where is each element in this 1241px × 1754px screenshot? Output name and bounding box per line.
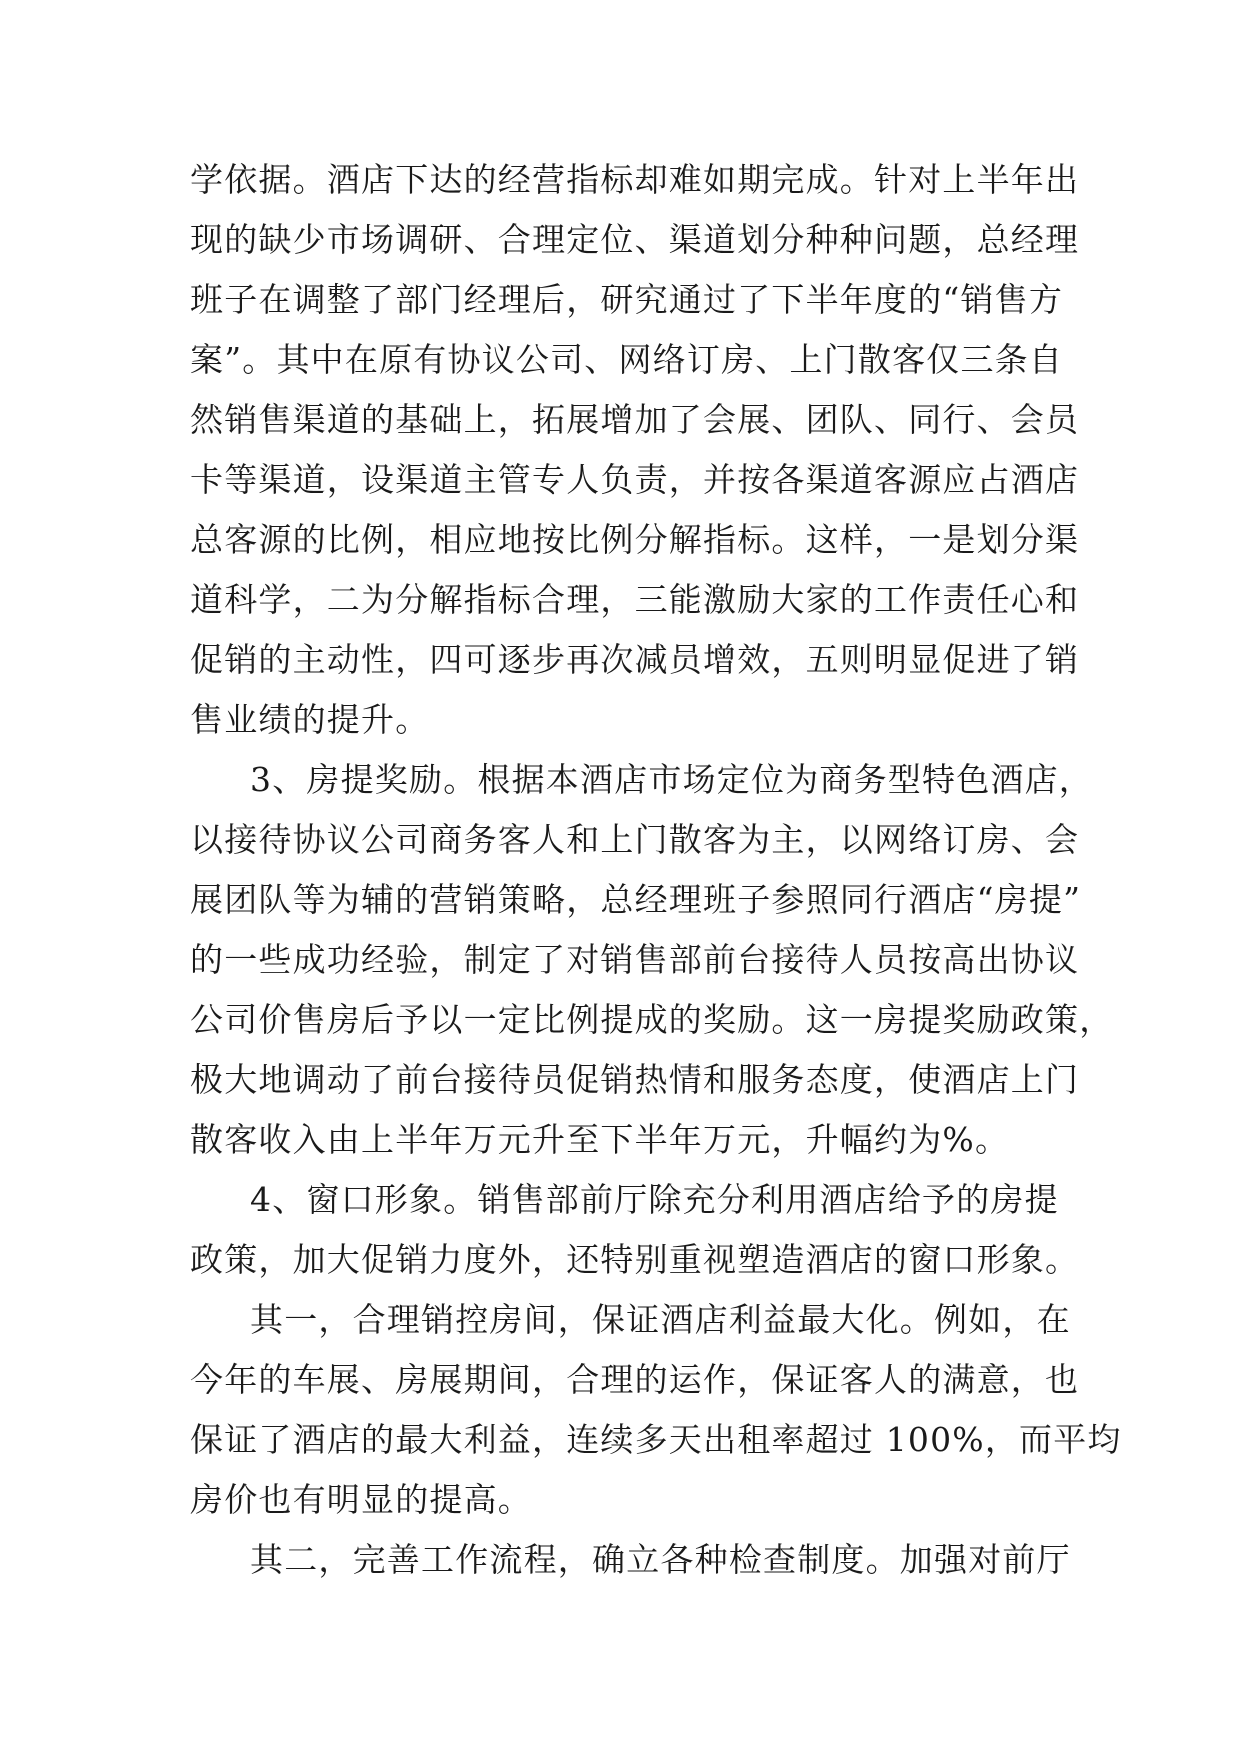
text-line: 政策，加大促销力度外，还特别重视塑造酒店的窗口形象。: [190, 1240, 1080, 1279]
paragraph-first-line: 其二，完善工作流程，确立各种检查制度。加强对前厅: [250, 1540, 1071, 1579]
text-line: 散客收入由上半年万元升至下半年万元，升幅约为%。: [190, 1120, 1010, 1159]
text-line: 的一些成功经验，制定了对销售部前台接待人员按高出协议: [190, 940, 1080, 979]
text-line: 保证了酒店的最大利益，连续多天出租率超过 100%，而平均: [190, 1420, 1122, 1459]
text-line: 案”。其中在原有协议公司、网络订房、上门散客仅三条自: [190, 340, 1064, 379]
paragraph-first-line: 其一，合理销控房间，保证酒店利益最大化。例如，在: [250, 1300, 1071, 1339]
text-line: 现的缺少市场调研、合理定位、渠道划分种种问题，总经理: [190, 220, 1080, 259]
text-line: 班子在调整了部门经理后，研究通过了下半年度的“销售方: [190, 280, 1064, 319]
text-line: 售业绩的提升。: [190, 700, 430, 739]
text-line: 今年的车展、房展期间，合理的运作，保证客人的满意，也: [190, 1360, 1080, 1399]
text-line: 以接待协议公司商务客人和上门散客为主，以网络订房、会: [190, 820, 1080, 859]
text-line: 房价也有明显的提高。: [190, 1480, 532, 1519]
text-line: 卡等渠道，设渠道主管专人负责，并按各渠道客源应占酒店: [190, 460, 1080, 499]
text-line: 学依据。酒店下达的经营指标却难如期完成。针对上半年出: [190, 160, 1080, 199]
paragraph-first-line: 3、房提奖励。根据本酒店市场定位为商务型特色酒店，: [250, 760, 1093, 799]
text-line: 展团队等为辅的营销策略，总经理班子参照同行酒店“房提”: [190, 880, 1082, 919]
text-line: 极大地调动了前台接待员促销热情和服务态度，使酒店上门: [190, 1060, 1080, 1099]
text-line: 促销的主动性，四可逐步再次减员增效，五则明显促进了销: [190, 640, 1080, 679]
text-line: 然销售渠道的基础上，拓展增加了会展、团队、同行、会员: [190, 400, 1080, 439]
text-line: 道科学，二为分解指标合理，三能激励大家的工作责任心和: [190, 580, 1080, 619]
text-line: 公司价售房后予以一定比例提成的奖励。这一房提奖励政策，: [190, 1000, 1114, 1039]
paragraph-first-line: 4、窗口形象。销售部前厅除充分利用酒店给予的房提: [250, 1180, 1059, 1219]
document-body-text: [190, 150, 1122, 1590]
text-line: 总客源的比例，相应地按比例分解指标。这样，一是划分渠: [190, 520, 1080, 559]
